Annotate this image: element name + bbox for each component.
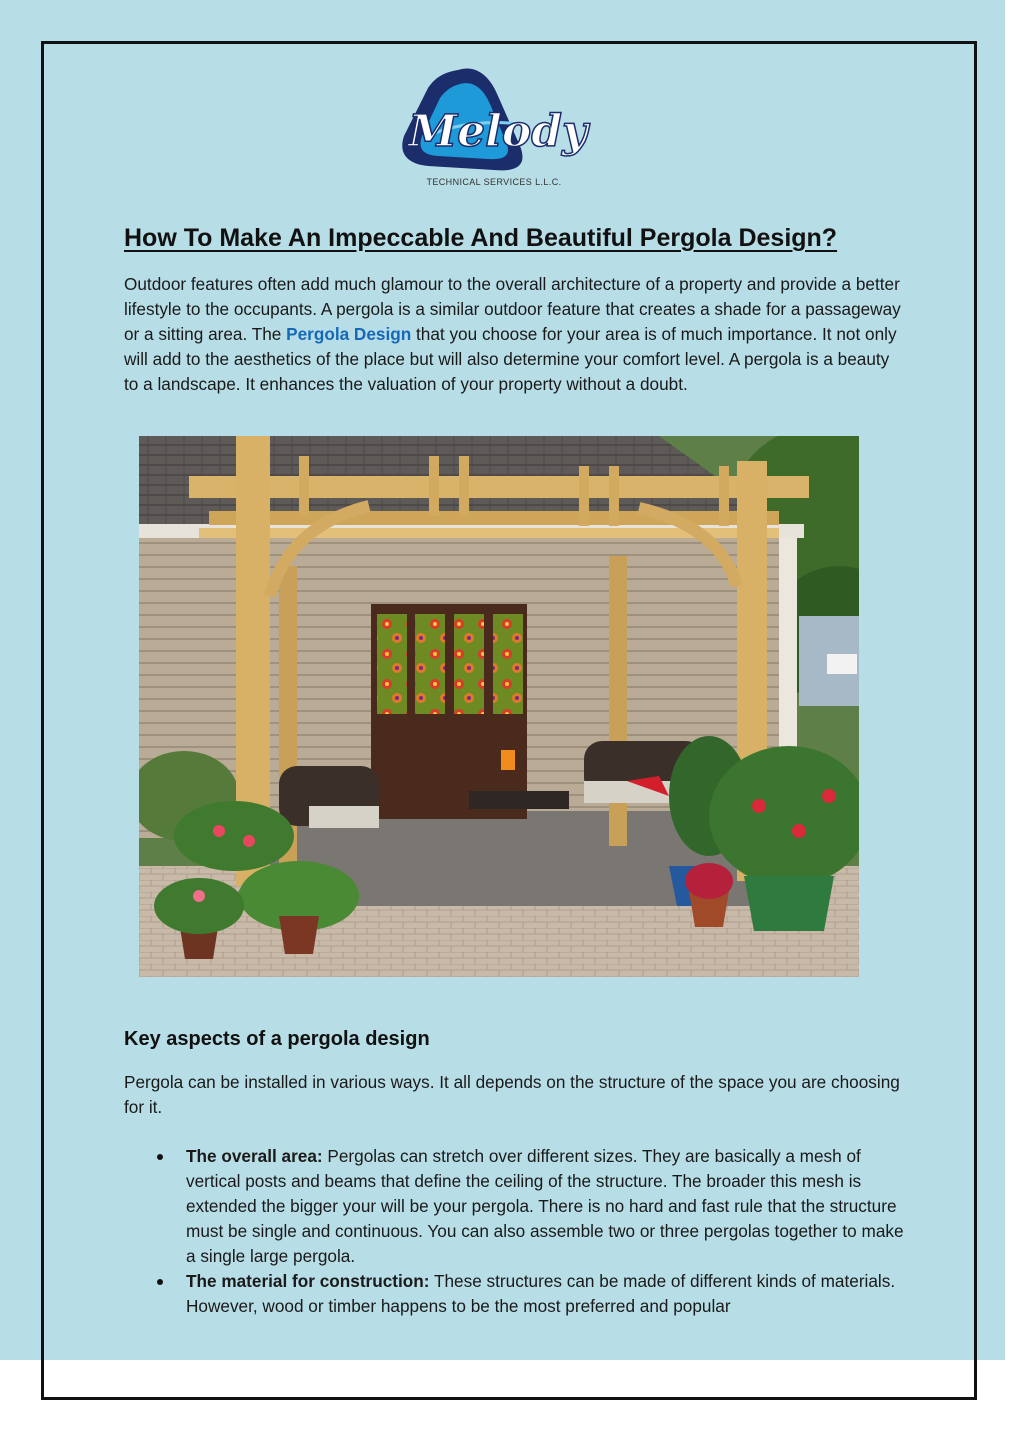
intro-text-before: Outdoor features often add much glamour to the overall architecture of a property and provide a better lifestyle to the occupants. A pergola is a similar outdoor feature that creates a shade for a passageway or a sitting area. The: [124, 274, 901, 344]
pergola-photo: [139, 436, 859, 977]
aspect-text: Pergolas can stretch over different sizes. They are basically a mesh of vertical posts and beams that define the ceiling of the structure. The broader this mesh is extended the bigger your will be your pergola. There is no hard and fast rule that the structure must be single and continuous. You can also assemble two or three pergolas together to make a single large pergola.: [186, 1146, 904, 1266]
logo-subtitle: TECHNICAL SERVICES L.L.C.: [426, 177, 562, 187]
section-intro-paragraph: Pergola can be installed in various ways. It all depends on the structure of the space you are choosing for it.: [124, 1072, 900, 1117]
intro-text-after: that you choose for your area is of much importance. It not only will add to the aesthetics of the place but will also determine your comfort level. A pergola is a beauty to a landscape. It enhances the valuation of your property without a doubt.: [124, 324, 897, 394]
list-item: [124, 1144, 904, 1269]
aspect-label: The overall area:: [186, 1146, 323, 1166]
section-heading: Key aspects of a pergola design: [124, 1028, 430, 1050]
intro-paragraph: [124, 272, 904, 397]
list-item: [124, 1269, 904, 1319]
melody-logo: [398, 62, 608, 192]
article-title: How To Make An Impeccable And Beautiful Pergola Design?: [124, 224, 838, 252]
bullet-icon: [157, 1279, 163, 1285]
aspects-list: [124, 1144, 904, 1319]
aspect-text: These structures can be made of different kinds of materials. However, wood or timber happens to be the most preferred and popular: [186, 1271, 896, 1316]
logo-wordmark: Melody: [408, 106, 588, 157]
aspect-label: The material for construction:: [186, 1271, 430, 1291]
bullet-icon: [157, 1154, 163, 1160]
pergola-design-link[interactable]: Pergola Design: [286, 324, 412, 344]
